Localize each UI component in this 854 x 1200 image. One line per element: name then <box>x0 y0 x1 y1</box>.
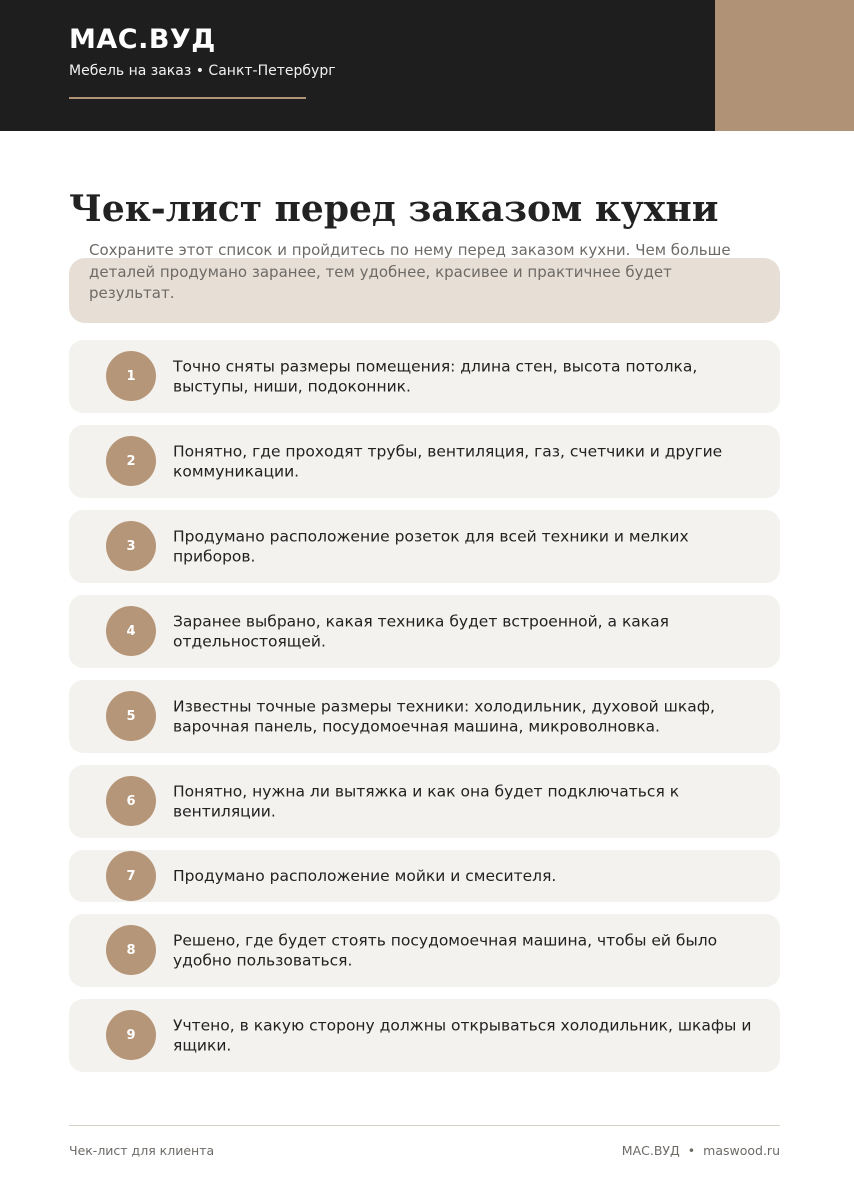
header <box>0 0 854 131</box>
item-number-badge: 4 <box>106 606 156 656</box>
tagline: Мебель на заказ • Санкт-Петербург <box>69 63 336 79</box>
footer-separator: • <box>687 1143 696 1158</box>
item-text: Известны точные размеры техники: холодильник, духовой шкаф, варочная панель, посудомоечная машина, микроволновка. <box>173 697 715 736</box>
item-number-badge: 8 <box>106 925 156 975</box>
item-number-badge: 1 <box>106 351 156 401</box>
checklist-item-5 <box>69 680 780 753</box>
checklist-item-8 <box>69 914 780 987</box>
checklist-item-4 <box>69 595 780 668</box>
item-number-badge: 6 <box>106 776 156 826</box>
footer-divider <box>69 1125 780 1126</box>
item-text: Учтено, в какую сторону должны открываться холодильник, шкафы и ящики. <box>173 1016 752 1055</box>
item-number-badge: 3 <box>106 521 156 571</box>
brand-logo: МАС.ВУД <box>69 24 216 55</box>
item-text: Понятно, где проходят трубы, вентиляция, газ, счетчики и другие коммуникации. <box>173 442 723 481</box>
checklist-item-2 <box>69 425 780 498</box>
page-title: Чек-лист перед заказом кухни <box>69 188 719 230</box>
item-text: Продумано расположение мойки и смесителя. <box>173 866 557 885</box>
footer-site-link[interactable]: maswood.ru <box>703 1143 780 1158</box>
checklist-item-1 <box>69 340 780 413</box>
item-number-badge: 9 <box>106 1010 156 1060</box>
checklist-item-7 <box>69 850 780 902</box>
item-number-badge: 5 <box>106 691 156 741</box>
checklist-item-6 <box>69 765 780 838</box>
footer-brand: МАС.ВУД <box>621 1143 680 1158</box>
item-number-badge: 7 <box>106 851 156 901</box>
item-text: Точно сняты размеры помещения: длина стен, высота потолка, выступы, ниши, подоконник. <box>173 357 698 396</box>
item-number-badge: 2 <box>106 436 156 486</box>
header-accent-block <box>715 0 854 131</box>
item-text: Продумано расположение розеток для всей техники и мелких приборов. <box>173 527 689 566</box>
item-text: Решено, где будет стоять посудомоечная машина, чтобы ей было удобно пользоваться. <box>173 931 718 970</box>
checklist-item-9 <box>69 999 780 1072</box>
footer-caption: Чек-лист для клиента <box>69 1143 215 1158</box>
header-divider <box>69 97 306 99</box>
item-text: Заранее выбрано, какая техника будет встроенной, а какая отдельностоящей. <box>173 612 669 651</box>
item-text: Понятно, нужна ли вытяжка и как она будет подключаться к вентиляции. <box>173 782 680 821</box>
checklist-item-3 <box>69 510 780 583</box>
intro-text: Сохраните этот список и пройдитесь по нему перед заказом кухни. Чем больше деталей продумано заранее, тем удобнее, красивее и практичнее будет результат. <box>89 241 731 302</box>
footer-brand-site <box>622 1143 780 1158</box>
